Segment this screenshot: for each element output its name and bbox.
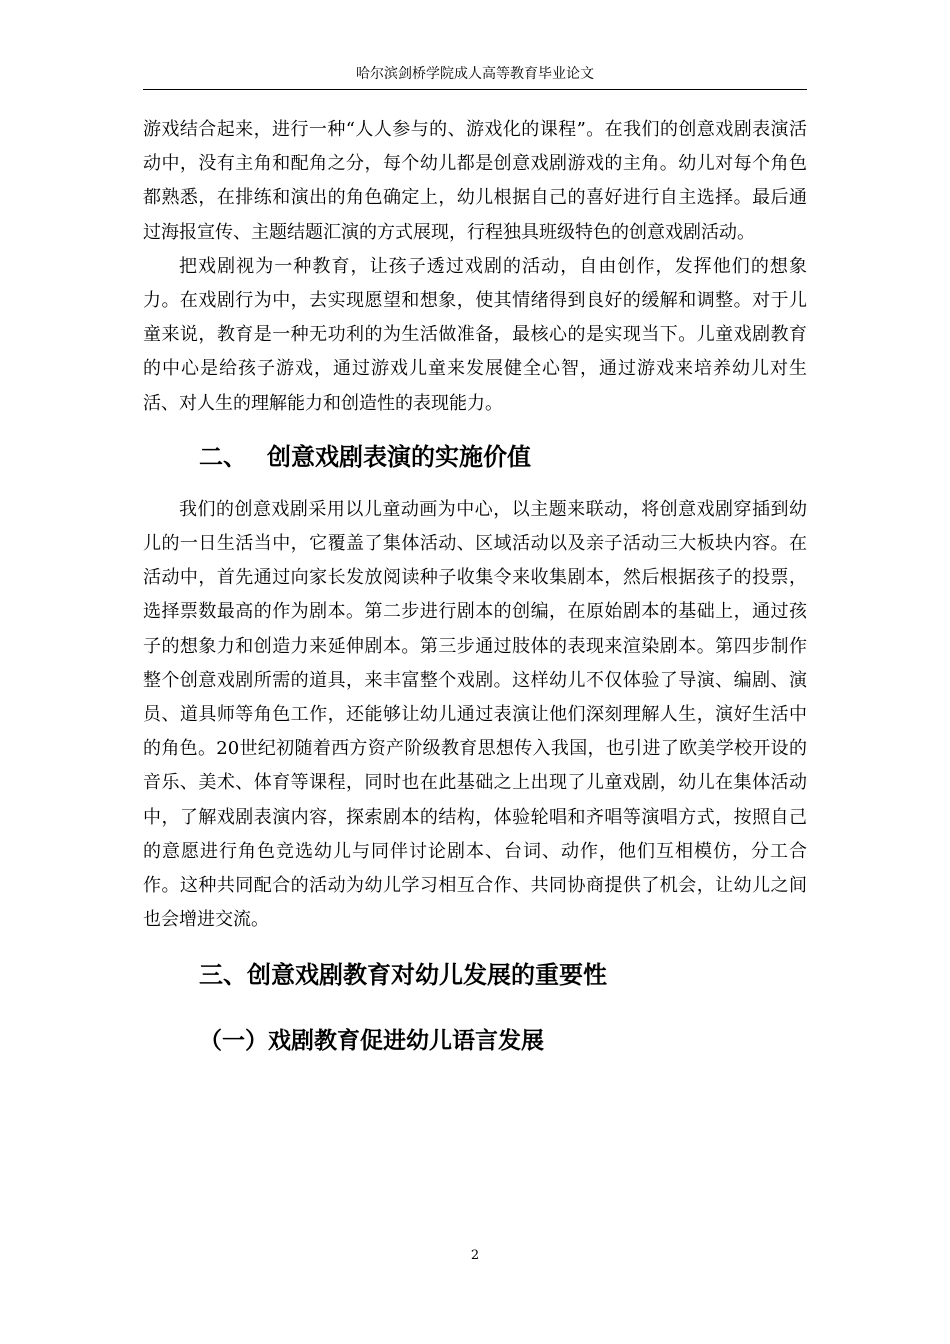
section-heading-3: 三、创意戏剧教育对幼儿发展的重要性 xyxy=(199,961,607,990)
subsection-heading-1: （一）戏剧教育促进幼儿语言发展 xyxy=(199,1028,544,1055)
section-number: 二、 xyxy=(199,442,247,471)
paragraph-continuation: 游戏结合起来，进行一种“人人参与的、游戏化的课程”。在我们的创意戏剧表演活动中，没有主角和配角之分，每个幼儿都是创意戏剧游戏的主角。幼儿对每个角色都熟悉，在排练和演出的角色确定上，幼儿根据自己的喜好进行自主选择。最后通过海报宣传、主题结题汇演的方式展现，行程独具班级特色的创意戏剧活动。 xyxy=(143,119,807,243)
header-title: 哈尔滨剑桥学院成人高等教育毕业论文 xyxy=(356,66,594,82)
document-body xyxy=(143,113,807,1057)
paragraph-implementation: 我们的创意戏剧采用以儿童动画为中心，以主题来联动，将创意戏剧穿插到幼儿的一日生活当中，它覆盖了集体活动、区域活动以及亲子活动三大板块内容。在活动中，首先通过向家长发放阅读种子收集令来收集剧本，然后根据孩子的投票，选择票数最高的作为剧本。第二步进行剧本的创编，在原始剧本的基础上，通过孩子的想象力和创造力来延伸剧本。第三步通过肢体的表现来渲染剧本。第四步制作整个创意戏剧所需的道具，来丰富整个戏剧。这样幼儿不仅体验了导演、编剧、演员、道具师等角色工作，还能够让幼儿通过表演让他们深刻理解人生，演好生活中的角色。20世纪初随着西方资产阶级教育思想传入我国，也引进了欧美学校开设的音乐、美术、体育等课程，同时也在此基础之上出现了儿童戏剧，幼儿在集体活动中，了解戏剧表演内容，探索剧本的结构，体验轮唱和齐唱等演唱方式，按照自己的意愿进行角色竞选幼儿与同伴讨论剧本、台词、动作，他们互相模仿，分工合作。这种共同配合的活动为幼儿学习相互合作、共同协商提供了机会，让幼儿之间也会增进交流。 xyxy=(143,498,807,931)
section-title: 创意戏剧表演的实施价值 xyxy=(267,442,531,471)
page-header xyxy=(143,64,807,90)
page-number: 2 xyxy=(470,1248,480,1263)
paragraph-drama-education: 把戏剧视为一种教育，让孩子透过戏剧的活动，自由创作，发挥他们的想象力。在戏剧行为中，去实现愿望和想象，使其情绪得到良好的缓解和调整。对于儿童来说，教育是一种无功利的为生活做准备，最核心的是实现当下。儿童戏剧教育的中心是给孩子游戏，通过游戏儿童来发展健全心智，通过游戏来培养幼儿对生活、对人生的理解能力和创造性的表现能力。 xyxy=(143,255,807,414)
section-heading-2 xyxy=(143,441,807,473)
